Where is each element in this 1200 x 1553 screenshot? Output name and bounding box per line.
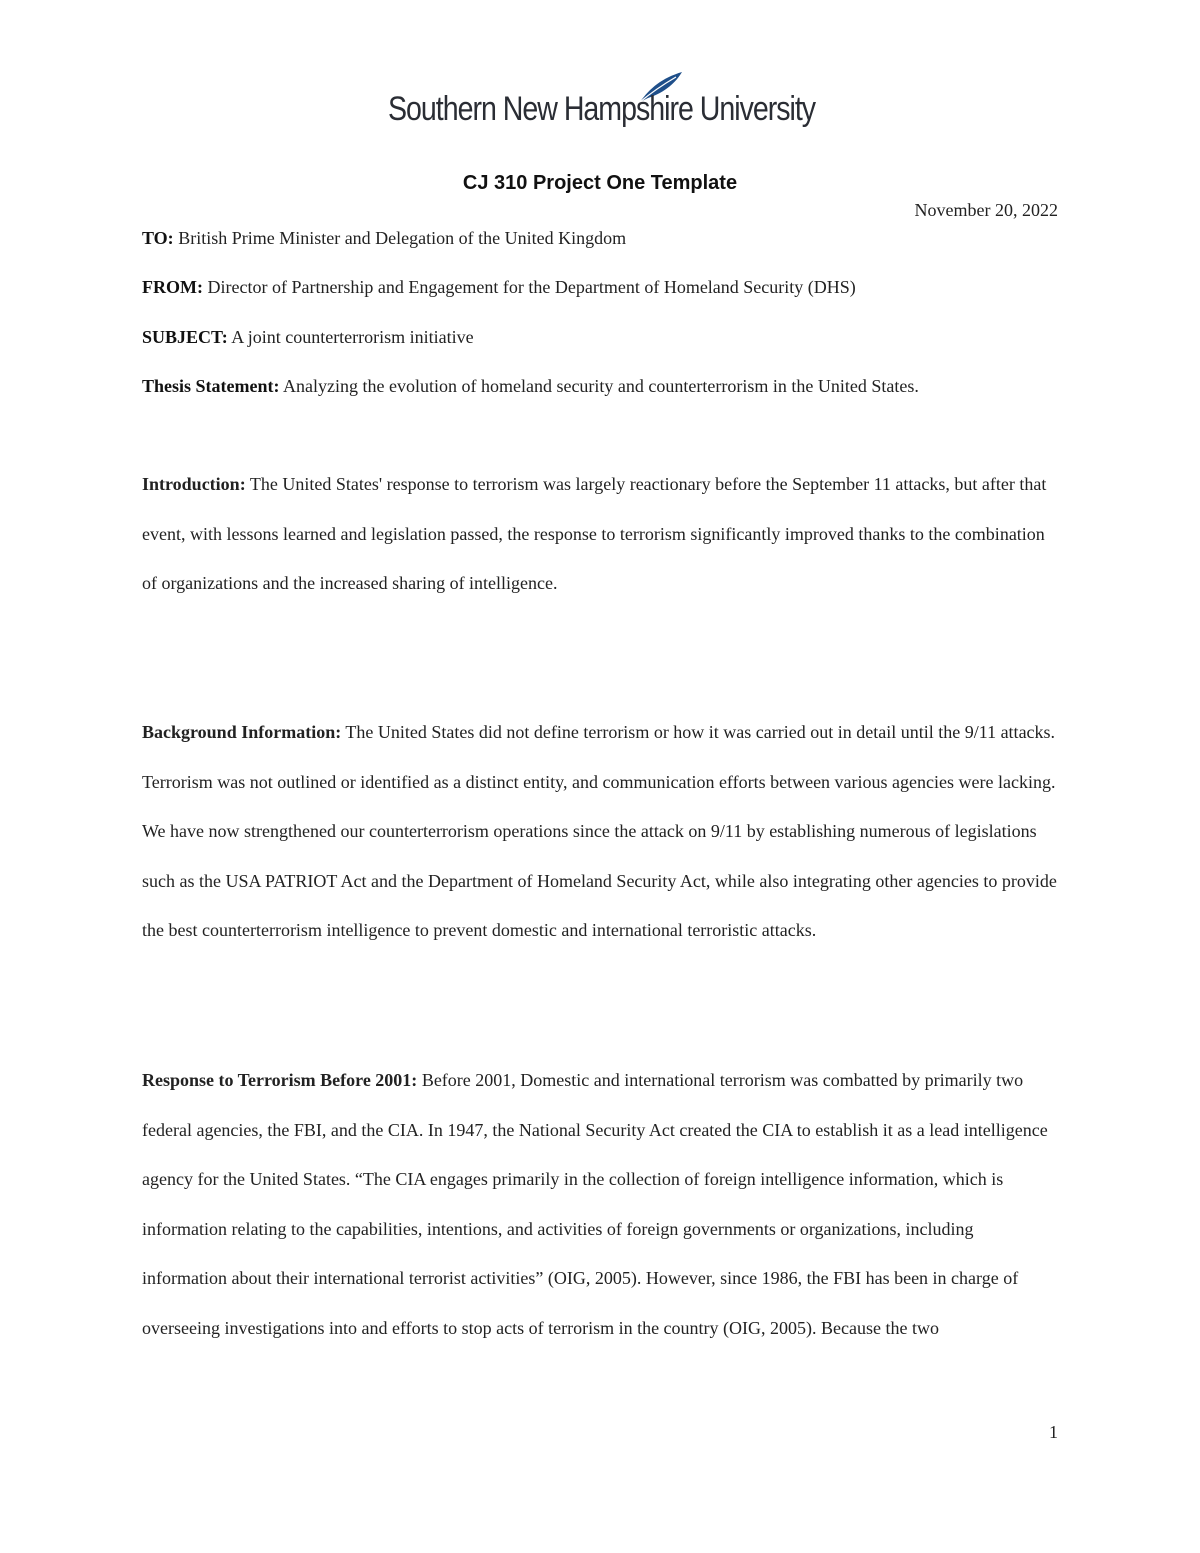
background-paragraph [142,708,1062,956]
from-value: Director of Partnership and Engagement for the Department of Homeland Security (DHS) [207,277,856,297]
thesis-value: Analyzing the evolution of homeland security and counterterrorism in the United States. [283,376,919,396]
memo-date: November 20, 2022 [914,200,1058,220]
to-line [142,225,1062,251]
from-label: FROM: [142,277,203,297]
thesis-label: Thesis Statement: [142,376,280,396]
response-paragraph [142,1056,1062,1354]
introduction-paragraph [142,460,1062,609]
to-label: TO: [142,228,174,248]
introduction-label: Introduction: [142,474,246,494]
subject-line [142,324,1062,350]
response-value: Before 2001, Domestic and international terrorism was combatted by primarily two federal agencies, the FBI, and the CIA. In 1947, the National Security Act created the CIA to establish it as a lead intelligence agency for the United States. “The CIA engages primarily in the collection of foreign intelligence information, which is information relating to the capabilities, intentions, and activities of foreign governments or organizations, including information about their international terrorist activities” (OIG, 2005). However, since 1986, the FBI has been in charge of overseeing investigations into and efforts to stop acts of terrorism in the country (OIG, 2005). Because the two [142,1070,1048,1338]
page-number: 1 [1049,1422,1058,1442]
from-line [142,274,1062,300]
thesis-statement [142,373,1062,399]
subject-value: A joint counterterrorism initiative [231,327,474,347]
subject-label: SUBJECT: [142,327,228,347]
background-value: The United States did not define terrorism or how it was carried out in detail until the 9/11 attacks. Terrorism was not outlined or identified as a distinct entity, and communication efforts between various agencies were lacking. We have now strengthened our counterterrorism operations since the attack on 9/11 by establishing numerous of legislations such as the USA PATRIOT Act and the Department of Homeland Security Act, while also integrating other agencies to provide the best counterterrorism intelligence to prevent domestic and international terroristic attacks. [142,722,1057,941]
document-title: CJ 310 Project One Template [462,172,738,194]
response-label: Response to Terrorism Before 2001: [142,1070,418,1090]
university-logo [388,70,818,136]
logo-wordmark: Southern New Hampshire University [388,90,816,128]
introduction-value: The United States' response to terrorism was largely reactionary before the September 11 attacks, but after that event, with lessons learned and legislation passed, the response to terrorism significantly improved thanks to the combination of organizations and the increased sharing of intelligence. [142,474,1047,594]
background-label: Background Information: [142,722,342,742]
to-value: British Prime Minister and Delegation of the United Kingdom [178,228,627,248]
